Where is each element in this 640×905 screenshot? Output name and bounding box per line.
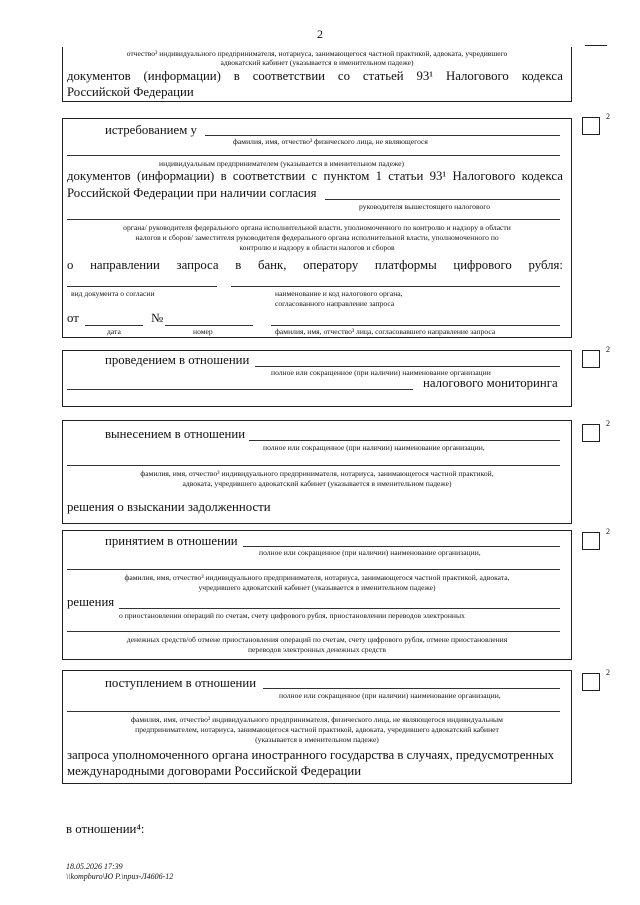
caption: переводов электронных денежных средств [247, 645, 386, 654]
word: соответствии [232, 169, 306, 183]
block-tail: налогового мониторинга [423, 376, 558, 390]
option-checkbox[interactable] [582, 117, 600, 135]
statement-line: Российской Федерации при наличии согласия [67, 186, 317, 200]
word: кодекса [521, 169, 563, 183]
word: статьей [362, 69, 404, 83]
caption: предпринимателем, нотариуса, занимающегося частной практикой, адвоката, учредившего адвокатский кабинет [135, 725, 499, 734]
caption: наименование и код налогового органа, [275, 289, 403, 298]
caption: (указывается в именительном падеже) [255, 735, 379, 744]
word: рубля: [528, 258, 563, 272]
word: Налогового [445, 69, 509, 83]
caption: фамилия, имя, отчество³ физического лица, не являющегося [233, 137, 428, 146]
statement-line: Российской Федерации [67, 85, 194, 99]
caption: вид документа о согласии [71, 289, 155, 298]
caption: фамилия, имя, отчество³ лица, согласовавшего направление запроса [275, 327, 496, 336]
word: в [220, 169, 227, 183]
block-foreign-request [62, 670, 572, 784]
block-tail: решения о взыскании задолженности [67, 500, 271, 514]
block-continuation [62, 47, 572, 102]
caption: индивидуальным предпринимателем (указывается в именительном падеже) [159, 159, 405, 168]
caption: номер [193, 327, 213, 336]
word: цифрового [453, 258, 512, 272]
date-field[interactable] [85, 325, 143, 326]
block-lead: принятием в отношении [105, 534, 238, 548]
statement-line [67, 169, 563, 184]
statement-line: запроса уполномоченного органа иностранного государства в случаях, предусмотренных [67, 748, 555, 762]
word: запроса [176, 258, 219, 272]
caption: учредившего адвокатский кабинет (указывается в именительном падеже) [198, 583, 436, 592]
regarding-label: в отношении⁴: [66, 822, 145, 836]
word: со [337, 69, 350, 83]
caption: фамилия, имя, отчество³ индивидуального предпринимателя, нотариуса, занимающегося частной практикой, адвоката, [124, 573, 510, 582]
statement-line [67, 69, 563, 84]
block-lead: поступлением в отношении [105, 676, 257, 690]
caption: фамилия, имя, отчество³ индивидуального предпринимателя, физического лица, не являющегося индивидуальным [131, 715, 503, 724]
label-from: от [67, 311, 79, 325]
fill-line[interactable] [271, 325, 560, 326]
fill-line[interactable] [231, 286, 560, 287]
option-checkbox[interactable] [582, 424, 600, 442]
word: направлении [90, 258, 160, 272]
fill-line[interactable] [205, 135, 560, 136]
footnote-marker: 2 [606, 527, 610, 536]
word: с [311, 169, 318, 183]
number-field[interactable] [165, 325, 253, 326]
caption: денежных средств/об отмене приостановления операций по счетам, счету цифрового рубля, отмене приостановления [126, 635, 508, 644]
caption: полное или сокращенное (при наличии) наименование организации [271, 368, 491, 377]
block-requisition [62, 118, 572, 338]
caption: полное или сокращенное (при наличии) наименование организации, [259, 548, 481, 557]
statement-line [67, 258, 563, 273]
fill-line[interactable] [67, 389, 413, 390]
fill-line[interactable] [67, 631, 560, 632]
fill-line[interactable] [263, 688, 560, 689]
word: платформы [374, 258, 437, 272]
word: соответствии [252, 69, 326, 83]
fill-line[interactable] [67, 711, 560, 712]
word: в [235, 258, 242, 272]
caption: адвоката, учредившего адвокатский кабинет (указывается в именительном падеже) [182, 479, 452, 488]
caption: отчество³ индивидуального предпринимателя, нотариуса, занимающегося частной практикой, адвоката, учредившего [126, 49, 508, 58]
block-lead: вынесением в отношении [105, 427, 246, 441]
caption: дата [107, 327, 121, 336]
caption: контролю и надзору в области налогов и сборов [239, 243, 395, 252]
footer-path: \\kompburo\Ю Р.\приз-Л4606-12 [66, 872, 174, 881]
block-suspension-decision [62, 530, 572, 660]
block-monitoring [62, 350, 572, 407]
word: пунктом [323, 169, 370, 183]
fill-line[interactable] [67, 465, 560, 466]
fill-line[interactable] [243, 546, 560, 547]
caption: полное или сокращенное (при наличии) наименование организации, [263, 443, 485, 452]
word: Налогового [452, 169, 516, 183]
divider [585, 45, 607, 46]
fill-line[interactable] [119, 608, 560, 609]
block-lead: проведением в отношении [105, 353, 250, 367]
footnote-marker: 2 [606, 668, 610, 677]
word: 1 [375, 169, 382, 183]
fill-line[interactable] [249, 440, 560, 441]
word: банк, [257, 258, 287, 272]
word: оператору [303, 258, 359, 272]
caption: согласованного направление запроса [275, 299, 395, 308]
footnote-marker: 2 [606, 419, 610, 428]
word: 93¹ [416, 69, 434, 83]
option-checkbox[interactable] [582, 532, 600, 550]
option-checkbox[interactable] [582, 350, 600, 368]
caption: о приостановлении операций по счетам, счету цифрового рубля, приостановлении переводов электронных [119, 611, 465, 620]
caption: фамилия, имя, отчество³ индивидуального предпринимателя, нотариуса, занимающегося частной практикой, [140, 469, 494, 478]
footnote-marker: 2 [606, 112, 610, 121]
page-number: 2 [317, 27, 323, 41]
word: кодекса [521, 69, 563, 83]
word: в [233, 69, 240, 83]
word: (информации) [143, 69, 221, 83]
caption: руководителя вышестоящего налогового [359, 202, 491, 211]
fill-line[interactable] [67, 286, 217, 287]
caption: полное или сокращенное (при наличии) наименование организации, [279, 691, 501, 700]
fill-line[interactable] [67, 219, 560, 220]
word: документов [67, 169, 131, 183]
caption: адвокатский кабинет (указывается в именительном падеже) [220, 58, 414, 67]
block-lead: истребованием у [105, 123, 197, 137]
option-checkbox[interactable] [582, 673, 600, 691]
fill-line[interactable] [67, 569, 560, 570]
caption: органа/ руководителя федерального органа исполнительной власти, уполномоченного по контролю и надзору в области [123, 223, 511, 232]
word: статьи [388, 169, 424, 183]
word: (информации) [136, 169, 215, 183]
footnote-marker: 2 [606, 345, 610, 354]
block-debt-decision [62, 420, 572, 524]
statement-line: международными договорами Российской Федерации [67, 764, 362, 778]
word: 93¹ [429, 169, 447, 183]
fill-line[interactable] [67, 155, 560, 156]
fill-line[interactable] [255, 366, 560, 367]
footer-timestamp: 18.05.2026 17:39 [66, 862, 123, 871]
caption: налогов и сборов/ заместителя руководителя федерального органа исполнительной власти, уполномоченного по [135, 233, 499, 242]
label-number: № [151, 311, 164, 325]
decision-label: решения [67, 595, 115, 609]
word: документов [67, 69, 131, 83]
word: о [67, 258, 74, 272]
fill-line[interactable] [325, 199, 560, 200]
